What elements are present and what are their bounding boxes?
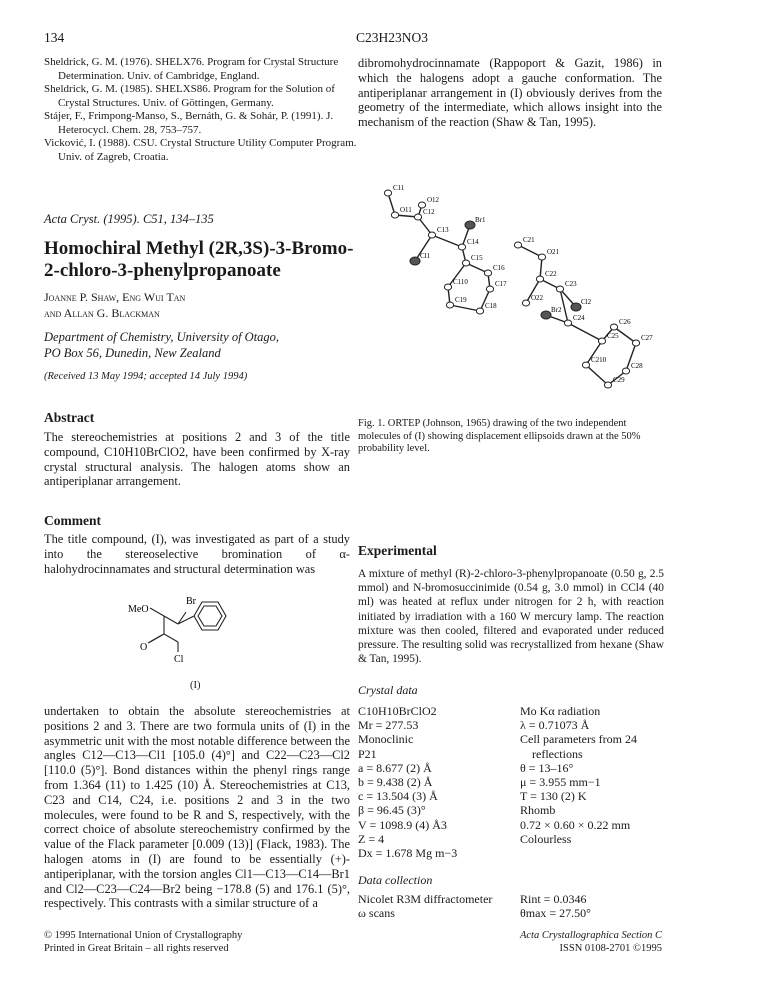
ortep-atom-label: C29 (613, 376, 625, 384)
ortep-atom (414, 214, 421, 220)
ortep-atom-label: C27 (641, 334, 653, 342)
ortep-atom (564, 320, 571, 326)
ortep-atom-label: C11 (393, 184, 405, 192)
authors-line-2: and Allan G. Blackman (44, 306, 160, 320)
ortep-atom-label: C210 (591, 356, 607, 364)
crystal-data-item: Cell parameters from 24 (520, 732, 637, 747)
ortep-atom-label: C22 (545, 270, 557, 278)
experimental-heading: Experimental (358, 543, 437, 558)
ortep-atom (486, 286, 493, 292)
data-collection-left (358, 892, 518, 920)
ortep-figure (360, 175, 670, 415)
ortep-atom-label: C28 (631, 362, 643, 370)
scheme-o-label: O (140, 642, 148, 653)
comment-heading: Comment (44, 513, 101, 528)
ortep-atom (556, 286, 563, 292)
ortep-atom-label: Cl2 (581, 298, 592, 306)
data-collection-right (520, 892, 670, 920)
crystal-data-item: P21 (358, 746, 377, 761)
ortep-atom-label: C18 (485, 302, 497, 310)
ortep-atom (514, 242, 521, 248)
ortep-atom (582, 362, 589, 368)
experimental-text: A mixture of methyl (R)-2-chloro-3-phenylpropanoate (0.50 g, 2.5 mmol) and N-bromosuccinimide (0.54 g, 3.0 mmol) in CCl4 (40 ml) was heated at reflux under nitrogen for 2 h, with reaction initiated by irradiation with a 160 W mercury lamp. The reaction mixture was then cooled, filtered and evaporated under reduced pressure. The resulting solid was recrystallized from hexane (Shaw & Tan, 1995). (358, 568, 664, 666)
data-collection-heading: Data collection (358, 873, 433, 887)
ortep-atom-label: C24 (573, 314, 585, 322)
crystal-data-item: β = 96.45 (3)° (358, 803, 426, 818)
crystal-data-item: Monoclinic (358, 732, 414, 747)
ortep-atom-label: O11 (400, 206, 412, 214)
crystal-data-item: λ = 0.71073 Å (520, 718, 590, 733)
data-collection-item: ω scans (358, 906, 395, 921)
chemical-scheme (90, 582, 290, 668)
article-title: Homochiral Methyl (2R,3S)-3-Bromo-2-chloro-3-phenylpropanoate (44, 238, 354, 281)
page-number: 134 (44, 30, 65, 45)
crystal-data-item: Mr = 277.53 (358, 718, 419, 733)
ortep-bond (568, 323, 602, 341)
crystal-data-item: Dx = 1.678 Mg m−3 (358, 846, 458, 861)
crystal-data-item: reflections (532, 746, 583, 761)
affiliation-line-2: PO Box 56, Dunedin, New Zealand (44, 346, 221, 360)
ortep-bond (432, 235, 462, 247)
ortep-atom-label: O21 (547, 248, 560, 256)
crystal-data-right (520, 704, 670, 846)
ortep-atom-label: Br2 (551, 306, 562, 314)
footer-printed: Printed in Great Britain – all rights reserved (44, 943, 229, 954)
ortep-bond (450, 305, 480, 311)
ortep-atom (465, 221, 475, 229)
ortep-atom (462, 260, 469, 266)
ortep-atom-label: O12 (427, 196, 440, 204)
affiliation-line-1: Department of Chemistry, University of Otago, (44, 330, 280, 344)
scheme-number: (I) (190, 680, 201, 691)
data-collection-item: Rint = 0.0346 (520, 892, 587, 906)
ortep-atom-label: O22 (531, 294, 544, 302)
ortep-atom (538, 254, 545, 260)
data-collection-item: θmax = 27.50° (520, 906, 591, 921)
ortep-atom-label: C12 (423, 208, 435, 216)
ortep-atom (446, 302, 453, 308)
crystal-data-item: μ = 3.955 mm−1 (520, 775, 601, 790)
footer-issn: ISSN 0108-2701 ©1995 (559, 943, 662, 954)
ortep-atom (541, 311, 551, 319)
ortep-atom (391, 212, 398, 218)
scheme-cl-label: Cl (174, 654, 184, 665)
crystal-data-item: 0.72 × 0.60 × 0.22 mm (520, 817, 631, 832)
ortep-atom (622, 368, 629, 374)
ortep-atom (484, 270, 491, 276)
reference-item: Vicković, I. (1988). CSU. Crystal Structure Utility Computer Program. Univ. of Zagreb, Croatia. (44, 137, 357, 163)
crystal-data-item: Rhomb (520, 803, 556, 818)
ortep-atom (384, 190, 391, 196)
crystal-data-item: Mo Kα radiation (520, 704, 601, 718)
ortep-atom (522, 300, 529, 306)
ortep-atom-label: C26 (619, 318, 631, 326)
ortep-atom (536, 276, 543, 282)
received-date: (Received 13 May 1994; accepted 14 July 1994) (44, 371, 248, 382)
ortep-atom-label: Cl1 (420, 252, 431, 260)
footer-journal: Acta Crystallographica Section C (519, 930, 662, 941)
crystal-data-item: θ = 13–16° (520, 760, 574, 775)
ortep-atom (410, 257, 420, 265)
ortep-atom (428, 232, 435, 238)
crystal-data-item: Colourless (520, 831, 572, 846)
ortep-atom (444, 284, 451, 290)
crystal-data-left (358, 704, 518, 860)
ortep-atom-label: C16 (493, 264, 505, 272)
reference-list (44, 56, 360, 164)
article-citation: Acta Cryst. (1995). C51, 134–135 (44, 212, 214, 226)
scheme-meo-label: MeO (128, 604, 149, 615)
ortep-atom-label: C110 (453, 278, 468, 286)
ortep-atom-label: C17 (495, 280, 507, 288)
ortep-atom-label: C13 (437, 226, 449, 234)
ortep-atom (458, 244, 465, 250)
ortep-atom (476, 308, 483, 314)
crystal-data-heading: Crystal data (358, 683, 418, 697)
ortep-atom-label: C21 (523, 236, 535, 244)
running-title: C23H23NO3 (355, 30, 428, 45)
ortep-atom (610, 324, 617, 330)
ortep-bond (586, 365, 608, 385)
comment-text-1: The title compound, (I), was investigated as part of a study into the stereoselective bromination of α-halohydrocinnamates and structural determination was (44, 532, 350, 576)
ortep-atom-label: C19 (455, 296, 467, 304)
scheme-br-label: Br (186, 596, 196, 607)
data-collection-item: Nicolet R3M diffractometer (358, 892, 493, 906)
authors-line-1: Joanne P. Shaw, Eng Wui Tan (44, 290, 186, 304)
crystal-data-item: Z = 4 (358, 831, 385, 846)
footer-copyright: © 1995 International Union of Crystallography (44, 930, 243, 941)
crystal-data-item: C10H10BrClO2 (358, 704, 437, 718)
ortep-atom (604, 382, 611, 388)
crystal-data-item: a = 8.677 (2) Å (358, 760, 432, 775)
abstract-text: The stereochemistries at positions 2 and 3 of the title compound, C10H10BrClO2, have been confirmed by X-ray crystal structural analysis. The halogen atoms show an antiperiplanar arrangement. (44, 430, 350, 489)
ortep-atom (598, 338, 605, 344)
reference-item: Stájer, F., Frimpong-Manso, S., Bernáth, G. & Sohár, P. (1991). J. Heterocycl. Chem. 28, 753–757. (44, 110, 334, 136)
crystal-data-item: b = 9.438 (2) Å (358, 775, 433, 790)
ortep-atom (571, 303, 581, 311)
reference-item: Sheldrick, G. M. (1976). SHELX76. Program for Crystal Structure Determination. Univ. of Cambridge, England. (44, 56, 339, 82)
abstract-heading: Abstract (44, 410, 95, 425)
ortep-atom-label: C15 (471, 254, 483, 262)
ortep-atom-label: Br1 (475, 216, 486, 224)
ortep-atom-label: C23 (565, 280, 577, 288)
crystal-data-item: T = 130 (2) K (520, 789, 587, 804)
figure-caption: Fig. 1. ORTEP (Johnson, 1965) drawing of the two independent molecules of (I) showing displacement ellipsoids drawn at the 50% probability level. (358, 418, 641, 454)
ortep-atom-label: C25 (607, 332, 619, 340)
right-top-paragraph: dibromohydrocinnamate (Rappoport & Gazit, 1986) in which the halogens adopt a gauche conformation. The antiperiplanar arrangement in (I) obviously derives from the geometry of the intermediate, which allows insight into the mechanism of the reaction (Shaw & Tan, 1995). (358, 56, 662, 130)
ortep-atom (632, 340, 639, 346)
reference-item: Sheldrick, G. M. (1985). SHELXS86. Program for the Solution of Crystal Structures. Univ. of Göttingen, Germany. (44, 83, 335, 109)
ortep-atom-label: C14 (467, 238, 479, 246)
crystal-data-item: V = 1098.9 (4) Å3 (358, 817, 447, 832)
crystal-data-item: c = 13.504 (3) Å (358, 789, 438, 804)
comment-text-2: undertaken to obtain the absolute stereochemistries at positions 2 and 3. There are two formula units of (I) in the asymmetric unit with the most notable difference between the angles C12—C13—Cl1 [105.0 (4)°] and C22—C23—Cl2 [110.0 (5)°]. Bond distances within the phenyl rings range from 1.364 (11) to 1.425 (10) Å. Stereochemistries at C13, C23 and C14, C24, i.e. positions 2 and 3 in the two molecules, were found to be R and S, respectively, with the correct choice of absolute stereochemistry confirmed by the value of the Flack parameter [0.009 (13)] (Flack, 1983). The halogen atoms in (I) are found to be essentially (+)-antiperiplanar, with the torsion angles Cl1—C13—C14—Br1 and Cl2—C23—C24—Br2 being −178.8 (5) and 176.1 (5)°, respectively. This contrasts with a similar structure of a (44, 704, 350, 911)
